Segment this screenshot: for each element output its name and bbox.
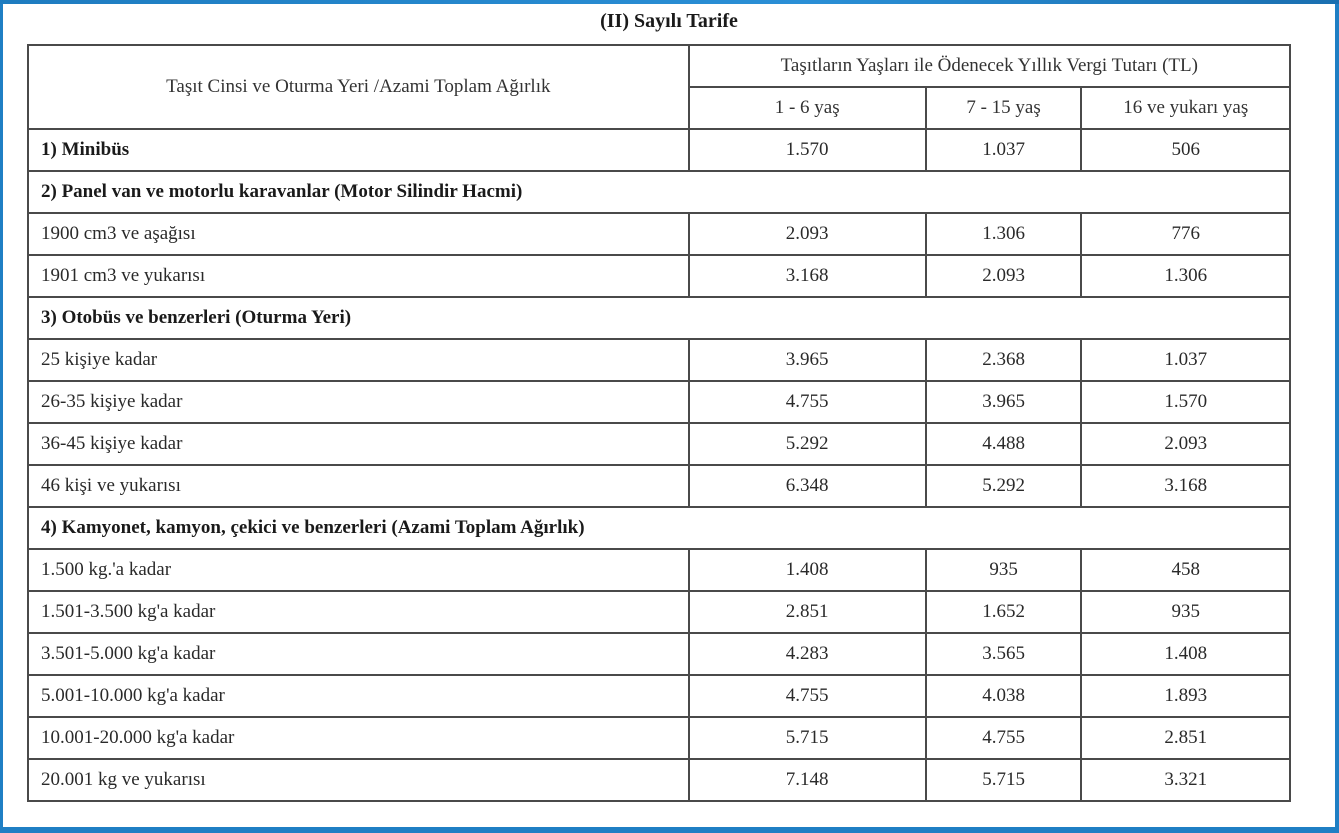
value-cell: 458 xyxy=(1081,549,1290,591)
value-cell: 3.321 xyxy=(1081,759,1290,801)
value-cell: 4.755 xyxy=(926,717,1082,759)
value-cell: 5.292 xyxy=(689,423,926,465)
row-label: 5.001-10.000 kg'a kadar xyxy=(28,675,689,717)
value-cell: 2.093 xyxy=(689,213,926,255)
table-row xyxy=(28,339,1290,381)
row-label: 25 kişiye kadar xyxy=(28,339,689,381)
header-age-1-6: 1 - 6 yaş xyxy=(689,87,926,129)
table-row-minibus xyxy=(28,129,1290,171)
value-cell: 1.570 xyxy=(1081,381,1290,423)
table-row xyxy=(28,717,1290,759)
value-cell: 3.965 xyxy=(689,339,926,381)
row-label: 26-35 kişiye kadar xyxy=(28,381,689,423)
row-label: 1.500 kg.'a kadar xyxy=(28,549,689,591)
table-row xyxy=(28,759,1290,801)
value-cell: 2.851 xyxy=(689,591,926,633)
value-cell: 6.348 xyxy=(689,465,926,507)
value-cell: 935 xyxy=(926,549,1082,591)
value-cell: 5.715 xyxy=(689,717,926,759)
row-label: 36-45 kişiye kadar xyxy=(28,423,689,465)
row-label: 46 kişi ve yukarısı xyxy=(28,465,689,507)
value-cell: 4.755 xyxy=(689,381,926,423)
value-cell: 3.168 xyxy=(1081,465,1290,507)
value-cell: 1.306 xyxy=(926,213,1082,255)
row-label: 1901 cm3 ve yukarısı xyxy=(28,255,689,297)
row-label: 20.001 kg ve yukarısı xyxy=(28,759,689,801)
value-cell: 1.408 xyxy=(689,549,926,591)
value-cell: 2.851 xyxy=(1081,717,1290,759)
section-title: 4) Kamyonet, kamyon, çekici ve benzerleri (Azami Toplam Ağırlık) xyxy=(28,507,1290,549)
value-cell: 4.038 xyxy=(926,675,1082,717)
value-cell: 1.408 xyxy=(1081,633,1290,675)
value-cell: 1.652 xyxy=(926,591,1082,633)
row-label: 1) Minibüs xyxy=(28,129,689,171)
value-cell: 776 xyxy=(1081,213,1290,255)
value-cell: 3.565 xyxy=(926,633,1082,675)
value-cell: 2.093 xyxy=(926,255,1082,297)
table-row xyxy=(28,423,1290,465)
section-header-row xyxy=(28,171,1290,213)
header-age-16-plus: 16 ve yukarı yaş xyxy=(1081,87,1290,129)
value-cell: 2.093 xyxy=(1081,423,1290,465)
value-cell: 1.570 xyxy=(689,129,926,171)
document-sheet xyxy=(3,4,1335,827)
tariff-table xyxy=(27,44,1291,802)
table-row xyxy=(28,465,1290,507)
value-cell: 1.037 xyxy=(1081,339,1290,381)
row-label: 1900 cm3 ve aşağısı xyxy=(28,213,689,255)
value-cell: 3.965 xyxy=(926,381,1082,423)
table-row xyxy=(28,381,1290,423)
value-cell: 1.893 xyxy=(1081,675,1290,717)
value-cell: 2.368 xyxy=(926,339,1082,381)
table-row xyxy=(28,675,1290,717)
row-label: 3.501-5.000 kg'a kadar xyxy=(28,633,689,675)
page-title: (II) Sayılı Tarife xyxy=(600,10,738,32)
table-row xyxy=(28,633,1290,675)
row-label: 1.501-3.500 kg'a kadar xyxy=(28,591,689,633)
value-cell: 7.148 xyxy=(689,759,926,801)
value-cell: 4.755 xyxy=(689,675,926,717)
section-header-row xyxy=(28,297,1290,339)
table-row xyxy=(28,213,1290,255)
header-tax-amount-group: Taşıtların Yaşları ile Ödenecek Yıllık Vergi Tutarı (TL) xyxy=(689,45,1290,87)
value-cell: 935 xyxy=(1081,591,1290,633)
section-title: 3) Otobüs ve benzerleri (Oturma Yeri) xyxy=(28,297,1290,339)
value-cell: 1.037 xyxy=(926,129,1082,171)
value-cell: 5.715 xyxy=(926,759,1082,801)
value-cell: 3.168 xyxy=(689,255,926,297)
section-header-row xyxy=(28,507,1290,549)
table-row xyxy=(28,591,1290,633)
value-cell: 1.306 xyxy=(1081,255,1290,297)
value-cell: 506 xyxy=(1081,129,1290,171)
section-title: 2) Panel van ve motorlu karavanlar (Motor Silindir Hacmi) xyxy=(28,171,1290,213)
row-label: 10.001-20.000 kg'a kadar xyxy=(28,717,689,759)
value-cell: 4.283 xyxy=(689,633,926,675)
table-row xyxy=(28,549,1290,591)
table-row xyxy=(28,255,1290,297)
header-age-7-15: 7 - 15 yaş xyxy=(926,87,1082,129)
header-vehicle-type: Taşıt Cinsi ve Oturma Yeri /Azami Toplam Ağırlık xyxy=(28,45,689,129)
value-cell: 5.292 xyxy=(926,465,1082,507)
value-cell: 4.488 xyxy=(926,423,1082,465)
